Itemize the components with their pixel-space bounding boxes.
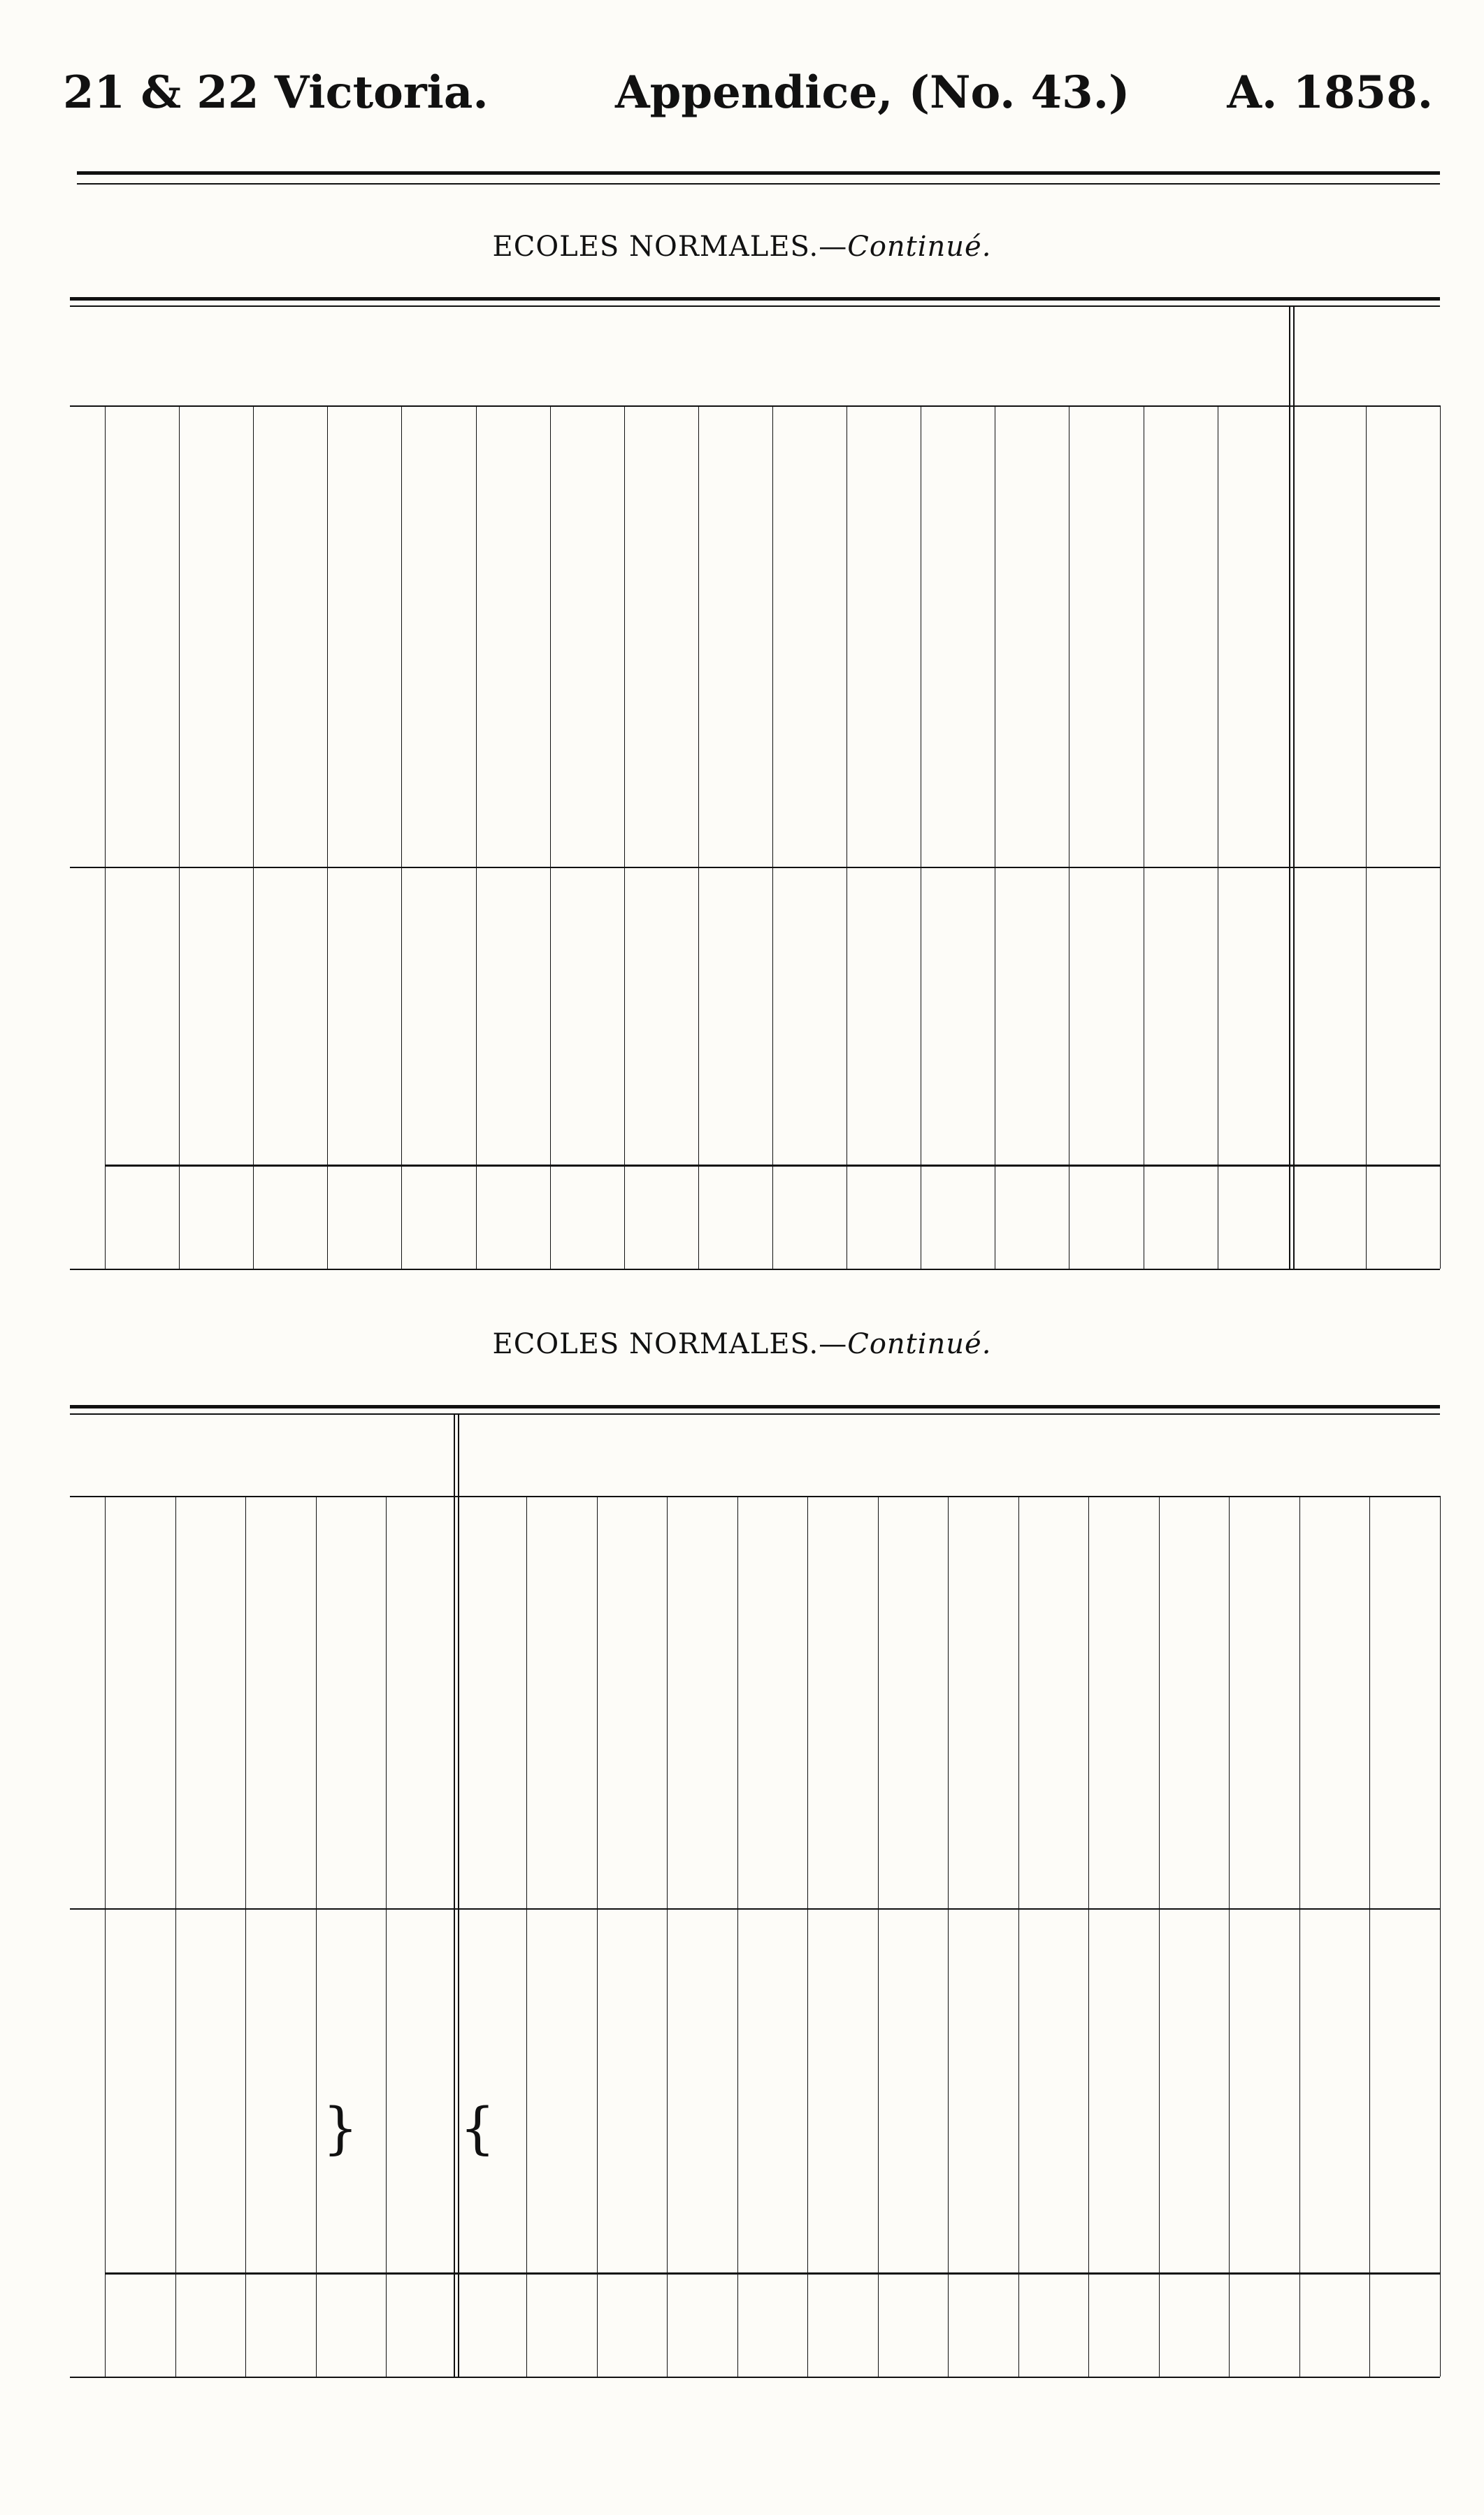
table2-top-rule-thin xyxy=(70,1413,1440,1415)
table2-brace-left: { xyxy=(459,2096,496,2161)
table2-title-cont: Continué. xyxy=(847,1328,992,1360)
table1-col-line xyxy=(105,405,106,1269)
table1-col-line xyxy=(179,405,180,1269)
table1-col-line xyxy=(1366,405,1367,1269)
table2-colhead-18 xyxy=(1369,1496,1440,1908)
table2-colhead-8 xyxy=(667,1496,737,1908)
table1-col-line xyxy=(476,405,477,1269)
table1-colhead-7 xyxy=(624,405,698,867)
table1-colhead-16 xyxy=(1292,405,1366,867)
table1-colhead-15 xyxy=(1218,405,1292,867)
table1-colhead-3 xyxy=(327,405,401,867)
table2-colhead-2 xyxy=(245,1496,316,1908)
table1-col-line xyxy=(624,405,625,1269)
table1-col-line xyxy=(772,405,773,1269)
table2-colhead-13 xyxy=(1018,1496,1089,1908)
table2-colhead-12 xyxy=(948,1496,1018,1908)
table2-colhead-14 xyxy=(1088,1496,1159,1908)
table1-colhead-4 xyxy=(401,405,475,867)
table1-colhead-6 xyxy=(550,405,624,867)
table1-top-rule-thick xyxy=(70,297,1440,301)
table1-title-cont: Continué. xyxy=(847,231,992,263)
table1-col-line xyxy=(550,405,551,1269)
table2-title xyxy=(0,1328,1484,1360)
header-rule-thick xyxy=(77,171,1440,175)
table2-col-line xyxy=(316,1496,317,2377)
table2-col-line xyxy=(1018,1496,1019,2377)
table2-col-line xyxy=(737,1496,738,2377)
table2-colhead-7 xyxy=(597,1496,668,1908)
table1-colhead-12 xyxy=(995,405,1069,867)
table1-totals-rule xyxy=(105,1165,1440,1167)
table2-title-text: ECOLES NORMALES.— xyxy=(492,1328,848,1360)
table2-col-line xyxy=(807,1496,808,2377)
table1-top-rule-thin xyxy=(70,305,1440,307)
table2-col-line xyxy=(105,1496,106,2377)
table2-head-rule xyxy=(70,1908,1440,1910)
table2-colhead-9 xyxy=(737,1496,808,1908)
table2-colhead-6 xyxy=(526,1496,597,1908)
table2-col-line xyxy=(878,1496,879,2377)
table1-title-text: ECOLES NORMALES.— xyxy=(492,231,848,263)
table1-colhead-13 xyxy=(1069,405,1143,867)
table1-group-carriere-eleves xyxy=(1292,336,1440,391)
table1-colhead-2 xyxy=(253,405,327,867)
table2-colhead-5 xyxy=(456,1496,527,1908)
table2-brace-right: } xyxy=(322,2096,359,2161)
table2-colhead-no xyxy=(70,1496,105,1908)
table1-colhead-10 xyxy=(847,405,921,867)
table1-colhead-11 xyxy=(921,405,995,867)
table2-colhead-0 xyxy=(105,1496,175,1908)
table2-col-line xyxy=(245,1496,246,2377)
table1-colhead-8 xyxy=(698,405,772,867)
table1-col-line xyxy=(1440,405,1441,1269)
table2-col-line xyxy=(526,1496,527,2377)
table1-title xyxy=(0,231,1484,263)
header-year: A. 1858. xyxy=(1227,66,1433,119)
table1-col-line xyxy=(327,405,328,1269)
table1-colhead-9 xyxy=(772,405,847,867)
table2-colhead-3 xyxy=(316,1496,387,1908)
table2-top-rule-thick xyxy=(70,1405,1440,1408)
table1-colhead-17 xyxy=(1366,405,1440,867)
table2-totals-rule xyxy=(105,2272,1440,2275)
table2-col-line xyxy=(948,1496,949,2377)
table2-colhead-4 xyxy=(386,1496,456,1908)
table1-colhead-no xyxy=(70,405,105,867)
table1-col-line xyxy=(253,405,254,1269)
table2-col-line xyxy=(1088,1496,1089,2377)
table2-colhead-11 xyxy=(878,1496,949,1908)
table1-colhead-1 xyxy=(179,405,253,867)
page-header xyxy=(63,66,1433,129)
table2-col-line xyxy=(175,1496,176,2377)
table2-group-professeurs xyxy=(70,1436,456,1485)
table2-col-line xyxy=(1440,1496,1441,2377)
table2-colhead-15 xyxy=(1159,1496,1230,1908)
table1-bottom-rule xyxy=(70,1269,1440,1270)
table1-col-line xyxy=(698,405,699,1269)
table2-colhead-1 xyxy=(175,1496,246,1908)
table2-col-line xyxy=(1299,1496,1300,2377)
table2-col-line xyxy=(386,1496,387,2377)
table2-col-line xyxy=(1369,1496,1370,2377)
table2-bottom-rule xyxy=(70,2377,1440,2378)
table2-col-line xyxy=(667,1496,668,2377)
table1-colhead-14 xyxy=(1144,405,1218,867)
table2-group-eleves xyxy=(456,1436,1440,1485)
table2-colhead-10 xyxy=(807,1496,878,1908)
table2-col-line xyxy=(1229,1496,1230,2377)
table2-colhead-16 xyxy=(1229,1496,1299,1908)
table1-col-line xyxy=(401,405,402,1269)
table2-col-line xyxy=(597,1496,598,2377)
table1-group-cours-etudes xyxy=(70,336,1292,391)
table1-colhead-0 xyxy=(105,405,179,867)
table2-colhead-17 xyxy=(1299,1496,1370,1908)
table1-colhead-5 xyxy=(476,405,550,867)
header-session: 21 & 22 Victoria. xyxy=(63,66,489,119)
table2-col-line xyxy=(1159,1496,1160,2377)
header-rule-thin xyxy=(77,183,1440,185)
table1-head-rule xyxy=(70,867,1440,868)
header-appendix: Appendice, (No. 43.) xyxy=(615,66,1130,119)
